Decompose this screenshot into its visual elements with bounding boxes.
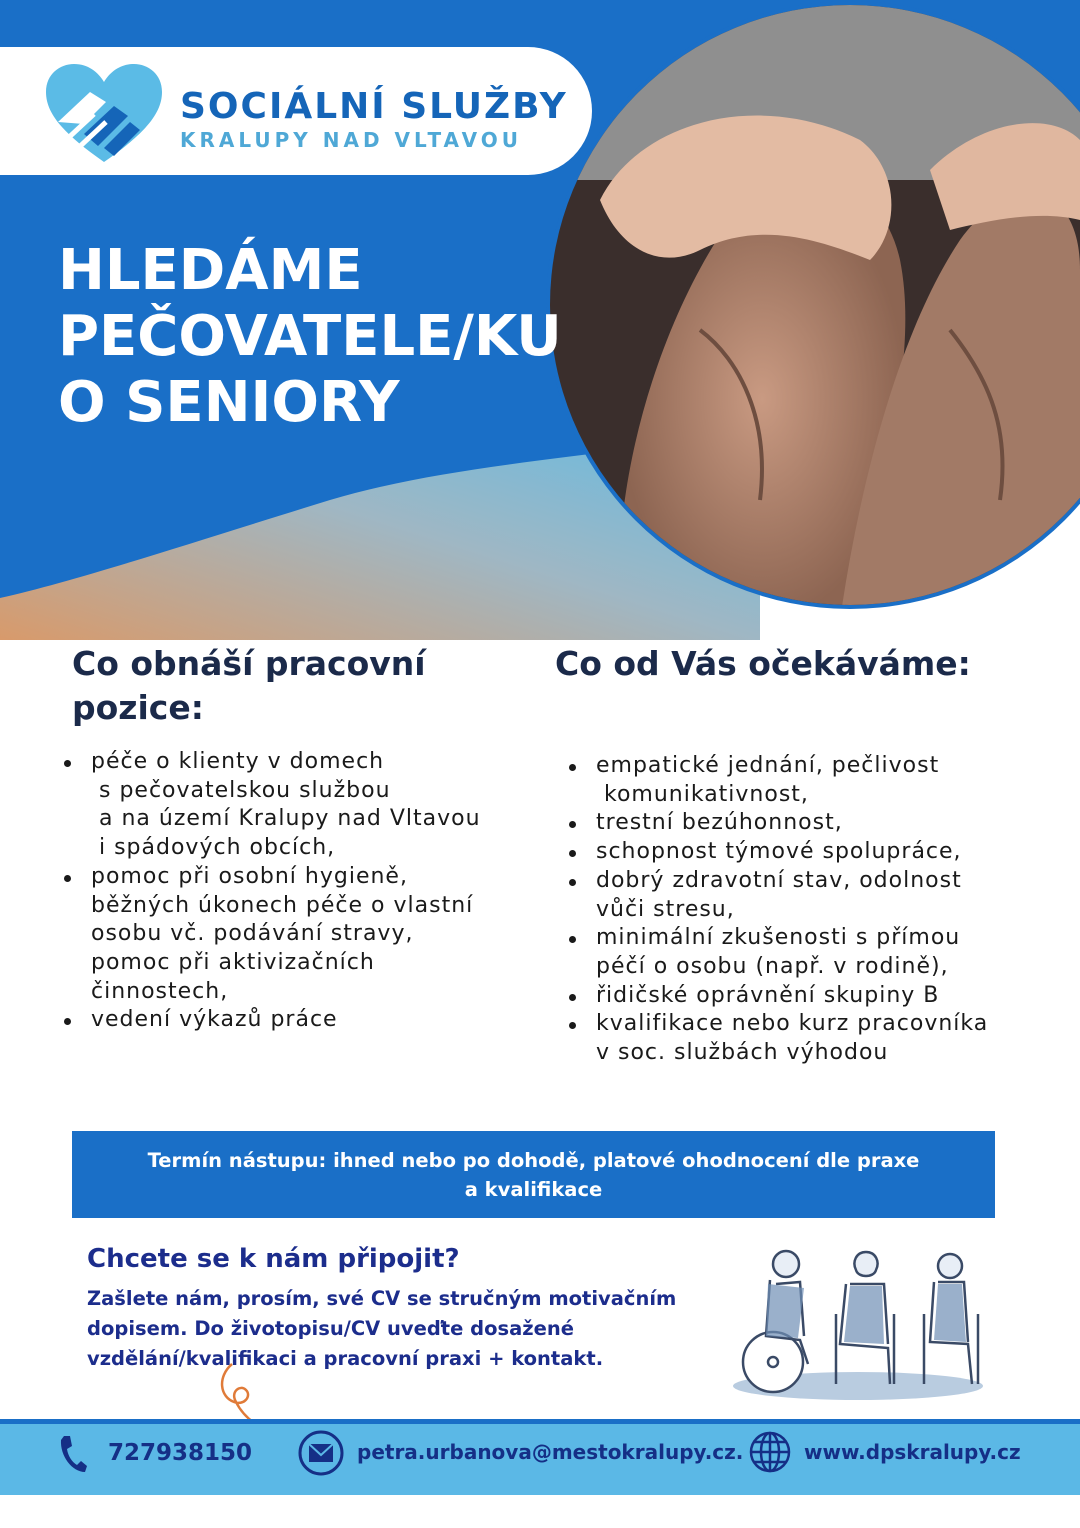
headline-line: HLEDÁME [58, 238, 363, 303]
list-item: empatické jednání, pečlivost komunikativnost, [569, 752, 988, 809]
banner-text: Termín nástupu: ihned nebo po dohodě, platové ohodnocení dle praxe a kvalifikace [147, 1148, 920, 1201]
seniors-illustration [728, 1244, 998, 1404]
email-link[interactable]: petra.urbanova@mestokralupy.cz. [357, 1440, 744, 1464]
list-item: pomoc při osobní hygieně, běžných úkonech péče o vlastní osobu vč. podávání stravy, pomoc při aktivizačních činnostech, [64, 863, 481, 1007]
envelope-icon [297, 1429, 345, 1477]
globe-icon [748, 1430, 792, 1474]
list-item: minimální zkušenosti s přímou péčí o osobu (např. v rodině), [569, 924, 988, 981]
list-item: řidičské oprávnění skupiny B [569, 982, 988, 1011]
start-date-banner [72, 1131, 995, 1218]
job-description-list [64, 748, 481, 1035]
list-item: péče o klienty v domech s pečovatelskou službou a na území Kralupy nad Vltavou i spádových obcích, [64, 748, 481, 863]
brand-subtitle: KRALUPY NAD VLTAVOU [180, 128, 523, 152]
requirements-title: Co od Vás očekáváme: [555, 644, 971, 683]
list-item: trestní bezúhonnost, [569, 809, 988, 838]
join-text: Zašlete nám, prosím, své CV se stručným motivačním dopisem. Do životopisu/CV uveďte dosažené vzdělání/kvalifikaci a pracovní praxi + kontakt. [87, 1287, 677, 1370]
job-description-title: Co obnáší pracovní pozice: [72, 644, 426, 727]
list-item: kvalifikace nebo kurz pracovníka v soc. službách výhodou [569, 1010, 988, 1067]
join-title: Chcete se k nám připojit? [87, 1244, 460, 1274]
brand-name: SOCIÁLNÍ SLUŽBY [180, 86, 568, 127]
headline [58, 238, 562, 436]
headline-line: O SENIORY [58, 370, 400, 435]
requirements-list [569, 752, 988, 1068]
phone-icon [58, 1434, 88, 1474]
list-item: schopnost týmové spolupráce, [569, 838, 988, 867]
list-item: dobrý zdravotní stav, odolnost vůči stresu, [569, 867, 988, 924]
list-item: vedení výkazů práce [64, 1006, 481, 1035]
heart-handshake-icon [44, 62, 164, 166]
headline-line: PEČOVATELE/KU [58, 304, 562, 369]
website-link[interactable]: www.dpskralupy.cz [804, 1440, 1021, 1464]
phone-number[interactable]: 727938150 [108, 1440, 253, 1466]
